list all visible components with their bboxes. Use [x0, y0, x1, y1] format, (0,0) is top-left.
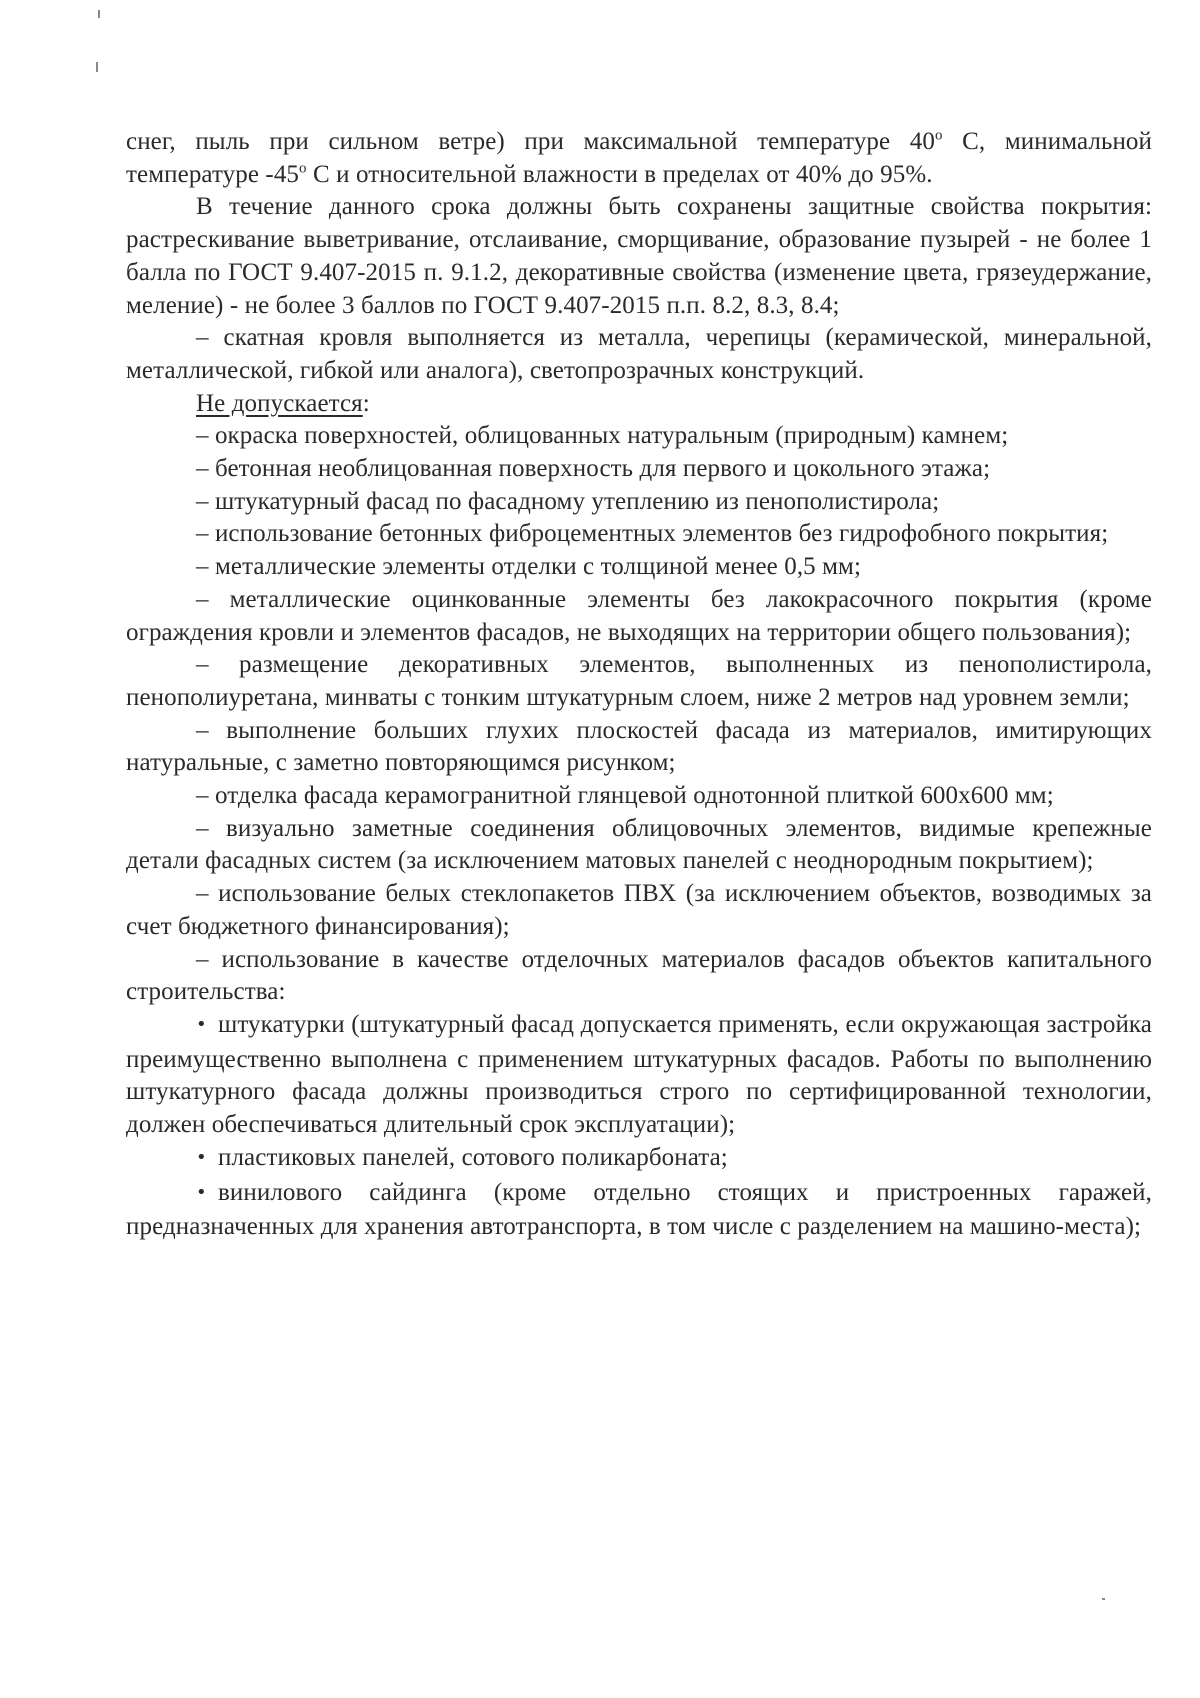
scan-speck: [96, 62, 98, 72]
degree-mark: o: [299, 160, 307, 177]
list-item: – выполнение больших глухих плоскостей фасада из материалов, имитирующих натуральные, с заметно повторяющимся рисунком;: [126, 716, 1152, 777]
bullet-item: [126, 1177, 1152, 1244]
list-item: – использование в качестве отделочных материалов фасадов объектов капитального строительства:: [126, 945, 1152, 1006]
list-item: – визуально заметные соединения облицовочных элементов, видимые крепежные детали фасадных систем (за исключением матовых панелей с неоднородным покрытием);: [126, 814, 1152, 875]
bullet-text: винилового сайдинга (кроме отдельно стоящих и пристроенных гаражей, предназначенных для хранения автотранспорта, в том числе с разделением на машино-места);: [126, 1178, 1152, 1241]
bullet-text: штукатурки (штукатурный фасад допускается применять, если окружающая застройка преимущественно выполнена с применением штукатурных фасадов. Работы по выполнению штукатурного фасада должны производиться строго по сертифицированной технологии, должен обеспечиваться длительный срок эксплуатации);: [126, 1010, 1152, 1139]
list-item: – металлические оцинкованные элементы без лакокрасочного покрытия (кроме ограждения кровли и элементов фасадов, не выходящих на территории общего пользования);: [126, 585, 1152, 646]
paragraph-pitched-roof: – скатная кровля выполняется из металла, черепицы (керамической, минеральной, металлической, гибкой или аналога), светопрозрачных конструкций.: [126, 324, 1152, 384]
document-body: [126, 126, 1152, 1244]
degree-mark: o: [934, 127, 943, 144]
bullet-text: пластиковых панелей, сотового поликарбоната;: [218, 1143, 728, 1171]
bullet-icon: [196, 1009, 208, 1044]
paragraph-conditions: [126, 126, 1152, 191]
bullet-icon: [196, 1177, 208, 1212]
list-item: – окраска поверхностей, облицованных натуральным (природным) камнем;: [196, 422, 1009, 450]
list-item: – металлические элементы отделки с толщиной менее 0,5 мм;: [196, 553, 862, 581]
scan-speck: [1102, 1598, 1105, 1600]
list-item: – использование бетонных фиброцементных элементов без гидрофобного покрытия;: [196, 520, 1109, 548]
text-run: С, минимальной температуре -45: [126, 128, 1152, 188]
bullet-icon: [196, 1142, 208, 1177]
list-item: – штукатурный фасад по фасадному утеплению из пенополистирола;: [196, 487, 940, 515]
bullet-item: [126, 1009, 1152, 1142]
not-allowed-heading: [126, 388, 1152, 421]
paragraph-protective-properties: В течение данного срока должны быть сохранены защитные свойства покрытия: растрескивание выветривание, отслаивание, сморщивание, образование пузырей - не более 1 балла по ГОСТ 9.407-2015 п. 9.1.2, декоративные свойства (изменение цвета, грязеудержание, меление) - не более 3 баллов по ГОСТ 9.407-2015 п.п. 8.2, 8.3, 8.4;: [126, 193, 1152, 319]
list-item: – использование белых стеклопакетов ПВХ (за исключением объектов, возводимых за счет бюджетного финансирования);: [126, 880, 1152, 940]
text-run: снег, пыль при сильном ветре) при максимальной температуре 40: [126, 128, 935, 155]
text-run: С и относительной влажности в пределах от 40% до 95%.: [306, 160, 933, 188]
heading-colon: :: [362, 389, 370, 417]
not-allowed-label: Не допускается: [196, 389, 363, 417]
list-item: – размещение декоративных элементов, выполненных из пенополистирола, пенополиуретана, минваты с тонким штукатурным слоем, ниже 2 метров над уровнем земли;: [126, 651, 1152, 711]
scan-speck: [98, 10, 100, 18]
list-item: – отделка фасада керамогранитной глянцевой однотонной плиткой 600х600 мм;: [196, 782, 1054, 810]
list-item: – бетонная необлицованная поверхность для первого и цокольного этажа;: [196, 455, 991, 483]
bullet-item: [126, 1142, 1152, 1177]
